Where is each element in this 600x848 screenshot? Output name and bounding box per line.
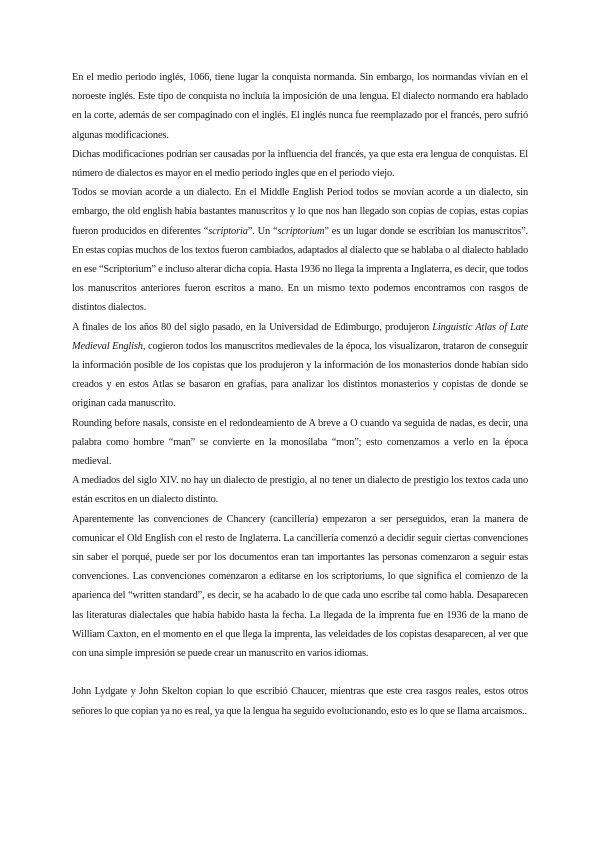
paragraph xyxy=(72,145,528,183)
text-span: Rounding before nasals, consiste en el redondeamiento de A breve a O cuando va seguida de nadas, es decir, una palabra como hombre “man” se convierte en la monosílaba “mon”; esto comenzamos a verlo en la época medieval. xyxy=(72,417,528,468)
text-span: , cogieron todos los manuscritos medievales de la época, los visualizaron, trataron de conseguir la información posible de los copistas que los produjeron y la información de los monasterios donde habían sido creados y en estos Atlas se basaron en grafías, para analizar los distintos monasterios y copistas de donde se originan cada manuscrito. xyxy=(72,340,528,410)
text-span: Todos se movían acorde a un dialecto. En el Middle English Period todos se movían acorde a un dialecto, sin embargo, the old english había bastantes manuscritos y lo que nos han llegado son copias de copias, estas copias fueron producidos en diferentes “ xyxy=(72,187,528,237)
text-span: A finales de los años 80 del siglo pasado, en la Universidad de Edimburgo, produjeron xyxy=(72,321,433,333)
paragraph xyxy=(72,414,528,472)
paragraph xyxy=(72,68,528,145)
text-span: ”. Un “ xyxy=(247,225,278,237)
paragraph xyxy=(72,183,528,317)
text-span: ” es un lugar donde se escribían los manuscritos”. En estas copias muchos de los textos fueron cambiados, adaptados al dialecto que se hablaba o al dialecto hablado en ese “Scriptorium” e incluso alterar dicha copia. Hasta 1936 no llega la imprenta a Inglaterra, es decir, que todos los manuscritos anteriores fueron escritos a mano. En un mismo texto podemos encontramos con rasgos de distintos dialectos. xyxy=(72,225,528,314)
italic-text: Linguistic Atlas of Late Medieval English xyxy=(72,321,528,352)
paragraph xyxy=(72,318,528,414)
text-span: John Lydgate y John Skelton copian lo que escribió Chaucer, mientras que este crea rasgos reales, estos otros señores lo que copian ya no es real, ya que la lengua ha seguido evolucionando, esto es lo que se llama arcaísmos.. xyxy=(72,686,528,717)
text-span: Dichas modificaciones podrían ser causadas por la influencia del francés, ya que esta era lengua de conquistas. El número de dialectos es mayor en el medio periodo ingles que en el periodo viejo. xyxy=(72,148,528,180)
paragraph xyxy=(72,510,528,664)
paragraph xyxy=(72,682,528,720)
document-body xyxy=(72,68,528,721)
text-span: A mediados del siglo XIV. no hay un dialecto de prestigio, al no tener un dialecto de prestigio los textos cada uno están escritos en un dialecto distinto. xyxy=(72,475,528,506)
italic-text: scriptorium xyxy=(277,225,325,237)
paragraph xyxy=(72,471,528,509)
text-span: En el medio periodo inglés, 1066, tiene lugar la conquista normanda. Sin embargo, los normandas vivían en el noroeste inglés. Este tipo de conquista no incluía la imposición de una lengua. El dialecto normando era hablado en la corte, además de ser compaginado con el inglés. El inglés nunca fue reemplazado por el francés, pero sufrió algunas modificaciones. xyxy=(72,72,528,141)
italic-text: scriptoria xyxy=(208,225,248,237)
text-span: Aparentemente las convenciones de Chancery (cancillería) empezaron a ser perseguidos, eran la manera de comunicar el Old English con el resto de Inglaterra. La cancillería comenzó a decidir seguir ciertas convenciones sin saber el porqué, puede ser por los documentos eran tan importantes las personas comenzaron a seguir estas convenciones. Las convenciones comenzaron a editarse en los scriptoriums, lo que significa el comienzo de la aparienca del “written standard”, es decir, se ha acabado lo de que cada uno escribe tal como habla. Desaparecen las literaturas dialectales que había habido hasta la fecha. La llegada de la imprenta fue en 1936 de la mano de William Caxton, en el momento en el que llega la imprenta, las veleidades de los copistas desaparecen, al ver que con una simple impresión se puede crear un manuscrito en varios idiomas. xyxy=(72,513,528,660)
paragraph-spacer xyxy=(72,663,528,682)
